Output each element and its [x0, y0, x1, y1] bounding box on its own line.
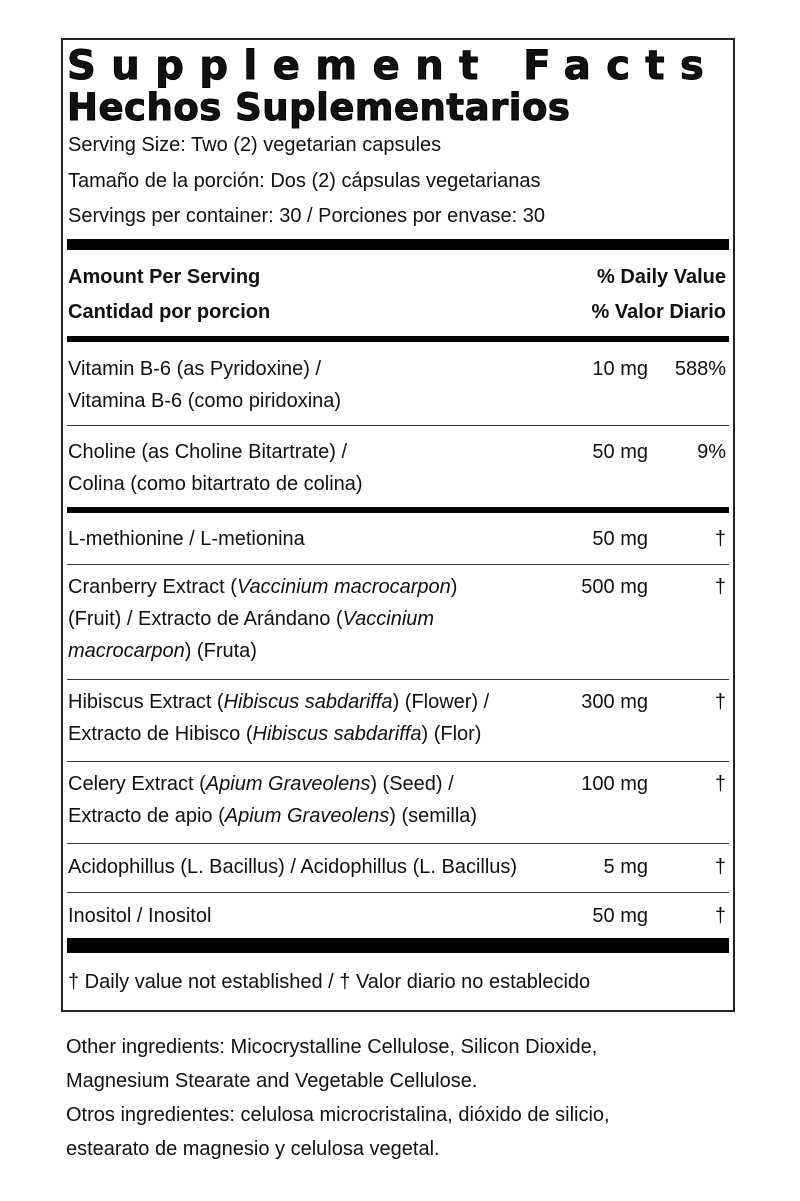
amount-per-serving-label: Amount Per Serving: [68, 266, 261, 288]
row-divider: [67, 892, 729, 893]
ingredient-daily-value: †: [714, 773, 726, 795]
valor-diario-label: % Valor Diario: [591, 301, 726, 323]
ingredient-daily-value: †: [714, 528, 726, 550]
ingredient-name: L-methionine / L-metionina: [68, 528, 305, 550]
ingredient-name: Inositol / Inositol: [68, 905, 212, 927]
daily-value-label: % Daily Value: [597, 266, 726, 288]
cantidad-por-porcion-label: Cantidad por porcion: [68, 301, 271, 323]
ingredient-amount: 50 mg: [592, 528, 648, 550]
thick-divider: [67, 938, 729, 953]
nutrient-daily-value: 588%: [674, 358, 726, 380]
daily-value-footnote: † Daily value not established / † Valor diario no establecido: [68, 971, 591, 993]
supplement-facts-panel: [61, 38, 735, 1012]
panel-title-spanish: Hechos Suplementarios: [67, 86, 571, 129]
other-ingredients: Other ingredients: Micocrystalline Cellulose, Silicon Dioxide, Magnesium Stearate and Vegetable Cellulose. Otros ingredientes: celulosa microcristalina, dióxido de silicio, estearato de magnesio y celulosa vegetal.: [66, 1036, 610, 1160]
ingredient-daily-value: †: [714, 856, 726, 878]
servings-per-container: Servings per container: 30 / Porciones por envase: 30: [68, 205, 545, 227]
nutrient-daily-value: 9%: [697, 441, 726, 463]
nutrient-name: Choline (as Choline Bitartrate) / Colina (como bitartrato de colina): [68, 441, 363, 495]
ingredient-name: Acidophillus (L. Bacillus) / Acidophillus (L. Bacillus): [68, 856, 518, 878]
ingredient-daily-value: †: [714, 905, 726, 927]
nutrient-amount: 10 mg: [592, 358, 648, 380]
ingredient-daily-value: †: [714, 576, 726, 598]
ingredient-name: Cranberry Extract (Vaccinium macrocarpon) (Fruit) / Extracto de Arándano (Vaccinium macrocarpon) (Fruta): [68, 576, 458, 662]
ingredient-amount: 500 mg: [581, 576, 648, 598]
nutrient-name: Vitamin B-6 (as Pyridoxine) / Vitamina B-6 (como piridoxina): [68, 358, 342, 412]
panel-title-english: Supplement Facts: [67, 43, 720, 89]
ingredient-amount: 5 mg: [603, 856, 648, 878]
ingredient-name: Hibiscus Extract (Hibiscus sabdariffa) (Flower) / Extracto de Hibisco (Hibiscus sabdariffa) (Flor): [68, 691, 490, 745]
row-divider: [67, 679, 729, 680]
row-divider: [67, 425, 729, 426]
ingredient-amount: 300 mg: [581, 691, 648, 713]
ingredient-amount: 50 mg: [592, 905, 648, 927]
serving-size-english: Serving Size: Two (2) vegetarian capsules: [68, 134, 442, 156]
serving-size-spanish: Tamaño de la porción: Dos (2) cápsulas vegetarianas: [68, 170, 541, 192]
ingredient-name: Celery Extract (Apium Graveolens) (Seed) / Extracto de apio (Apium Graveolens) (semilla): [68, 773, 478, 827]
thick-divider: [67, 239, 729, 250]
nutrient-amount: 50 mg: [592, 441, 648, 463]
row-divider: [67, 843, 729, 844]
ingredient-amount: 100 mg: [581, 773, 648, 795]
row-divider: [67, 761, 729, 762]
row-divider: [67, 564, 729, 565]
medium-divider: [67, 336, 729, 342]
medium-divider: [67, 507, 729, 513]
ingredient-daily-value: †: [714, 691, 726, 713]
